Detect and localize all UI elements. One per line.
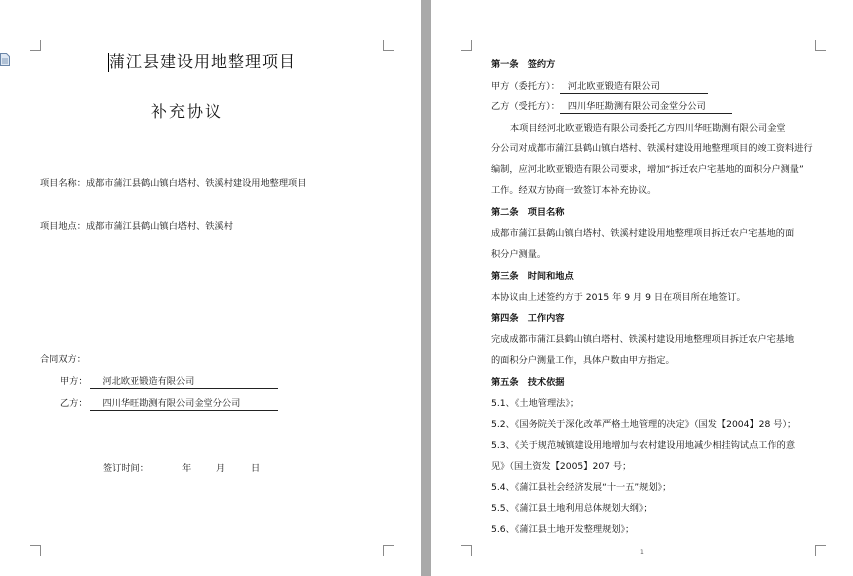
party-a-line <box>491 81 708 94</box>
reference-item: 5.6、《蒲江县土地开发整理规划》； <box>491 524 635 535</box>
page-number: 1 <box>640 549 644 556</box>
party-a-line <box>60 376 278 389</box>
party-b-label: 乙方： <box>60 398 88 409</box>
party-a-value: 河北欧亚锻造有限公司 <box>560 81 708 94</box>
party-a-value: 河北欧亚锻造有限公司 <box>90 376 278 389</box>
body-text: 本项目经河北欧亚锻造有限公司委托乙方四川华旺勘测有限公司金堂 <box>510 123 786 134</box>
crop-mark <box>383 40 394 51</box>
body-text: 编制，应河北欧亚锻造有限公司要求，增加“拆迁农户宅基地的面积分户测量” <box>491 164 804 175</box>
crop-mark <box>383 545 394 556</box>
crop-mark <box>815 40 826 51</box>
article-5-title: 第五条 技术依据 <box>491 377 565 388</box>
body-text: 完成成都市蒲江县鹤山镇白塔村、铁溪村建设用地整理项目拆迁农户宅基地 <box>491 334 795 345</box>
party-b-label: 乙方（受托方）： <box>491 101 560 112</box>
reference-item: 5.4、《蒲江县社会经济发展“十一五”规划》； <box>491 482 672 493</box>
crop-mark <box>815 545 826 556</box>
document-subtitle: 补充协议 <box>151 102 224 121</box>
article-2-title: 第二条 项目名称 <box>491 207 565 218</box>
body-text: 积分户测量。 <box>491 249 547 260</box>
project-site-line <box>40 221 233 233</box>
party-a-label: 甲方： <box>60 376 88 387</box>
project-site-label: 项目地点： <box>40 221 86 232</box>
article-4-title: 第四条 工作内容 <box>491 313 565 324</box>
body-text: 工作。经双方协商一致签订本补充协议。 <box>491 185 657 196</box>
article-3-title: 第三条 时间和地点 <box>491 271 574 282</box>
document-page-left <box>0 0 421 576</box>
reference-item: 5.1、《土地管理法》； <box>491 398 580 409</box>
project-site-value: 成都市蒲江县鹤山镇白塔村、铁溪村 <box>85 221 233 232</box>
crop-mark <box>461 40 472 51</box>
parties-label: 合同双方： <box>40 354 86 365</box>
party-a-label: 甲方（委托方）： <box>491 81 560 92</box>
party-b-line <box>491 101 732 114</box>
crop-mark <box>461 545 472 556</box>
sign-day: 日 <box>251 463 261 474</box>
body-text: 本协议由上述签约方于 2015 年 9 月 9 日在项目所在地签订。 <box>491 292 746 303</box>
sign-time-label: 签订时间： <box>103 463 149 474</box>
body-text: 分公司对成都市蒲江县鹤山镇白塔村、铁溪村建设用地整理项目的竣工资料进行 <box>491 143 813 154</box>
project-name-line <box>40 178 306 190</box>
reference-item: 见》（国土资发【2005】207 号； <box>491 461 632 472</box>
party-b-value: 四川华旺勘测有限公司金堂分公司 <box>90 398 278 411</box>
sign-year: 年 <box>182 463 192 474</box>
project-name-label: 项目名称： <box>40 178 86 189</box>
crop-mark <box>30 545 41 556</box>
crop-mark <box>30 40 41 51</box>
sign-month: 月 <box>216 463 226 474</box>
document-title: 蒲江县建设用地整理项目 <box>109 52 297 71</box>
reference-item: 5.5、《蒲江县土地利用总体规划大纲》； <box>491 503 653 514</box>
reference-item: 5.3、《关于规范城镇建设用地增加与农村建设用地减少相挂钩试点工作的意 <box>491 440 796 451</box>
article-1-title: 第一条 签约方 <box>491 59 556 70</box>
body-text: 的面积分户测量工作，具体户数由甲方指定。 <box>491 355 675 366</box>
reference-item: 5.2、《国务院关于深化改革严格土地管理的决定》（国发【2004】28 号）； <box>491 419 797 430</box>
body-text: 成都市蒲江县鹤山镇白塔村、铁溪村建设用地整理项目拆迁农户宅基地的面 <box>491 228 795 239</box>
document-page-right <box>431 0 853 576</box>
party-b-value: 四川华旺勘测有限公司金堂分公司 <box>560 101 732 114</box>
project-name-value: 成都市蒲江县鹤山镇白塔村、铁溪村建设用地整理项目 <box>85 178 307 189</box>
document-icon[interactable] <box>0 53 10 66</box>
party-b-line <box>60 398 278 411</box>
